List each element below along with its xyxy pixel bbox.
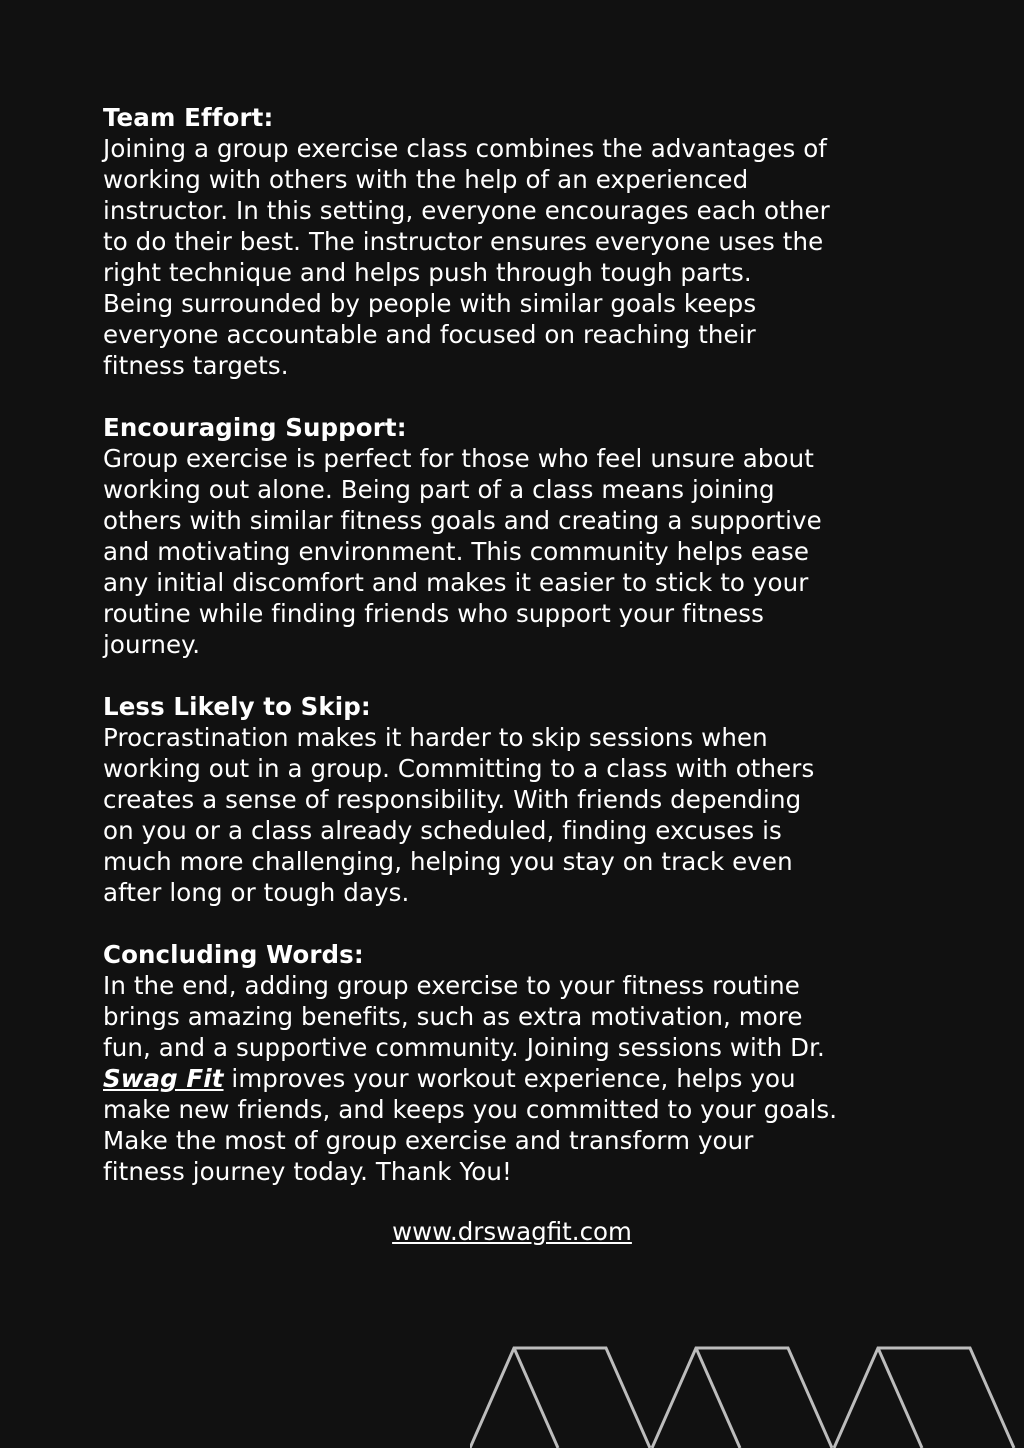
article-body	[103, 102, 933, 1218]
section-heading: Less Likely to Skip:	[103, 692, 371, 721]
zigzag-outline-1	[470, 1348, 650, 1448]
paragraph-line: to do their best. The instructor ensures everyone uses the	[103, 227, 824, 256]
paragraph-line: working out alone. Being part of a class means joining	[103, 475, 775, 504]
zigzag-outline-2	[652, 1348, 832, 1448]
paragraph-line: Group exercise is perfect for those who feel unsure about	[103, 444, 814, 473]
paragraph-line-with-link	[103, 1063, 933, 1094]
section-heading: Encouraging Support:	[103, 413, 407, 442]
paragraph-line: on you or a class already scheduled, finding excuses is	[103, 816, 782, 845]
section-encouraging-support	[103, 412, 933, 660]
paragraph-line: brings amazing benefits, such as extra motivation, more	[103, 1002, 803, 1031]
paragraph-line: creates a sense of responsibility. With friends depending	[103, 785, 802, 814]
paragraph-line: after long or tough days.	[103, 878, 410, 907]
brand-link[interactable]: Swag Fit	[103, 1064, 224, 1093]
zigzag-decoration	[470, 1346, 1024, 1448]
website-link[interactable]: www.drswagfit.com	[392, 1217, 632, 1246]
paragraph-line: fitness journey today. Thank You!	[103, 1157, 512, 1186]
paragraph-line: fitness targets.	[103, 351, 289, 380]
zigzag-inner-1	[514, 1348, 558, 1448]
paragraph-line-tail: improves your workout experience, helps you	[223, 1064, 796, 1093]
footer-website	[0, 1216, 1024, 1247]
paragraph-line: much more challenging, helping you stay on track even	[103, 847, 793, 876]
section-less-likely-to-skip	[103, 691, 933, 908]
paragraph-line: In the end, adding group exercise to your fitness routine	[103, 971, 800, 1000]
paragraph-line: right technique and helps push through tough parts.	[103, 258, 752, 287]
paragraph-line: and motivating environment. This community helps ease	[103, 537, 810, 566]
paragraph-line: everyone accountable and focused on reaching their	[103, 320, 756, 349]
section-heading: Team Effort:	[103, 103, 274, 132]
paragraph-line: routine while finding friends who support your fitness	[103, 599, 764, 628]
zigzag-outline-3	[834, 1348, 1014, 1448]
section-team-effort	[103, 102, 933, 381]
zigzag-inner-3	[878, 1348, 922, 1448]
zigzag-inner-2	[696, 1348, 740, 1448]
paragraph-line: make new friends, and keeps you committed to your goals.	[103, 1095, 838, 1124]
paragraph-line: Joining a group exercise class combines the advantages of	[103, 134, 828, 163]
paragraph-line: Procrastination makes it harder to skip sessions when	[103, 723, 768, 752]
paragraph-line: fun, and a supportive community. Joining sessions with Dr.	[103, 1033, 825, 1062]
paragraph-line: any initial discomfort and makes it easier to stick to your	[103, 568, 809, 597]
paragraph-line: others with similar fitness goals and creating a supportive	[103, 506, 822, 535]
paragraph-line: working with others with the help of an experienced	[103, 165, 749, 194]
section-concluding-words	[103, 939, 933, 1187]
paragraph-line: Make the most of group exercise and transform your	[103, 1126, 754, 1155]
paragraph-line: Being surrounded by people with similar goals keeps	[103, 289, 757, 318]
section-heading: Concluding Words:	[103, 940, 364, 969]
paragraph-line: journey.	[103, 630, 201, 659]
paragraph-line: working out in a group. Committing to a class with others	[103, 754, 815, 783]
paragraph-line: instructor. In this setting, everyone encourages each other	[103, 196, 830, 225]
